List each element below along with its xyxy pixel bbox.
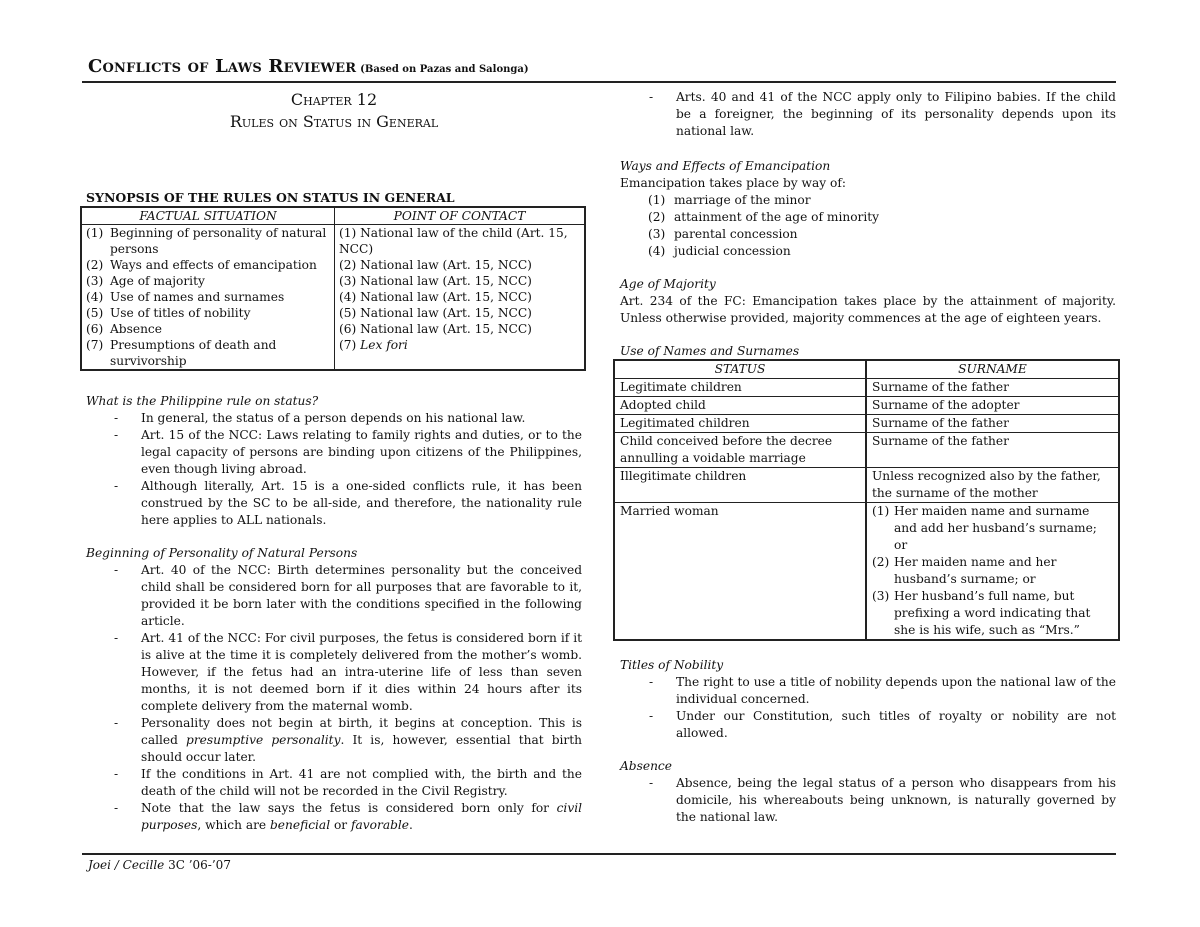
table-row: [81, 225, 585, 258]
row-number: (6): [86, 322, 104, 336]
absence-heading: Absence: [620, 759, 672, 773]
table-row: [614, 503, 1119, 641]
list-item: - Art. 41 of the NCC: For civil purposes, the fetus is considered born if it is alive at the time it is completely delivered from the mother’s womb. However, if the fetus had an intra-uterine life of less than seven months, it is not deemed born if it dies within 24 hours after its complete delivery from the maternal womb.: [141, 630, 582, 715]
nobility-heading: Titles of Nobility: [620, 658, 724, 672]
list-item: (1) marriage of the minor: [648, 193, 811, 207]
factual-situation: Use of names and surnames: [110, 290, 285, 304]
status-cell: Married woman: [614, 503, 866, 641]
factual-situation: Age of majority: [110, 274, 205, 288]
list-item: - Arts. 40 and 41 of the NCC apply only to Filipino babies. If the child be a foreigner, the beginning of its personality depends upon its national law.: [676, 89, 1116, 140]
table-row: [614, 433, 1119, 468]
surname-cell: Surname of the father: [866, 433, 1119, 468]
status-question: What is the Philippine rule on status?: [86, 394, 319, 408]
row-number: (3): [86, 274, 104, 288]
table-row: [81, 289, 585, 305]
row-number: (4): [86, 290, 104, 304]
list-item: - Note that the law says the fetus is considered born only for civil purposes, which are beneficial or favorable.: [141, 800, 582, 834]
status-cell: Legitimate children: [614, 379, 866, 397]
row-number: (5): [86, 306, 104, 320]
synopsis-col-header: POINT OF CONTACT: [335, 207, 586, 225]
majority-text: Art. 234 of the FC: Emancipation takes place by the attainment of majority. Unless otherwise provided, majority commences at the age of eighteen years.: [620, 294, 1116, 325]
point-of-contact: (4) National law (Art. 15, NCC): [339, 290, 532, 304]
factual-situation: Ways and effects of emancipation: [110, 258, 317, 272]
names-header-row: [614, 360, 1119, 379]
table-row: [81, 273, 585, 289]
table-row: [614, 379, 1119, 397]
point-of-contact: (2) National law (Art. 15, NCC): [339, 258, 532, 272]
surname-cell: Surname of the father: [866, 379, 1119, 397]
synopsis-title: SYNOPSIS OF THE RULES ON STATUS IN GENERAL: [86, 190, 455, 205]
point-of-contact: (6) National law (Art. 15, NCC): [339, 322, 532, 336]
row-number: (2): [86, 258, 104, 272]
table-row: [81, 337, 585, 370]
table-row: [81, 305, 585, 321]
point-of-contact: (1) National law of the child (Art. 15, NCC): [339, 226, 568, 256]
table-row: [614, 415, 1119, 433]
names-table: [613, 359, 1120, 641]
status-rule-list: [86, 410, 582, 529]
point-of-contact: (3) National law (Art. 15, NCC): [339, 274, 532, 288]
table-row: [614, 468, 1119, 503]
majority-heading: Age of Majority: [620, 277, 716, 291]
surname-cell: (1) Her maiden name and surname and add her husband’s surname; or (2) Her maiden name and her husband’s surname; or (3) Her husband’s full name, but prefixing a word indicating that she is his wife, such as “Mrs.”: [866, 503, 1119, 641]
surname-cell: Surname of the adopter: [866, 397, 1119, 415]
emancipation-list: [648, 192, 1116, 260]
names-heading: Use of Names and Surnames: [620, 344, 800, 358]
row-number: (1): [86, 226, 104, 240]
left-column: [86, 89, 582, 834]
table-row: [81, 257, 585, 273]
synopsis-header-row: [81, 207, 585, 225]
list-item: - Under our Constitution, such titles of royalty or nobility are not allowed.: [676, 708, 1116, 742]
list-item: (3) parental concession: [648, 227, 798, 241]
right-column: [620, 89, 1116, 826]
document-title: Conflicts of Laws Reviewer: [88, 56, 357, 77]
factual-situation: Beginning of personality of natural persons: [110, 226, 327, 256]
chapter-number: Chapter 12: [290, 90, 378, 109]
personality-heading: Beginning of Personality of Natural Persons: [86, 546, 358, 560]
emancipation-intro: Emancipation takes place by way of:: [620, 176, 846, 190]
point-of-contact: (5) National law (Art. 15, NCC): [339, 306, 532, 320]
point-of-contact: (7) Lex fori: [339, 338, 408, 352]
names-col-header: SURNAME: [866, 360, 1119, 379]
status-cell: Adopted child: [614, 397, 866, 415]
document-subtitle: (Based on Pazas and Salonga): [360, 64, 529, 75]
list-item: - Absence, being the legal status of a person who disappears from his domicile, his whereabouts being unknown, is naturally governed by the national law.: [676, 775, 1116, 826]
page-footer: [88, 857, 231, 874]
status-cell: Illegitimate children: [614, 468, 866, 503]
list-item: (4) judicial concession: [648, 244, 791, 258]
factual-situation: Use of titles of nobility: [110, 306, 251, 320]
list-item: - If the conditions in Art. 41 are not complied with, the birth and the death of the child will not be recorded in the Civil Registry.: [141, 766, 582, 800]
list-item: - Art. 15 of the NCC: Laws relating to family rights and duties, or to the legal capacity of persons are binding upon citizens of the Philippines, even though living abroad.: [141, 427, 582, 478]
synopsis-col-header: FACTUAL SITUATION: [81, 207, 335, 225]
footer-authors: Joei / Cecille: [88, 858, 165, 872]
list-item: - In general, the status of a person depends on his national law.: [141, 410, 582, 427]
factual-situation: Presumptions of death and survivorship: [110, 338, 277, 368]
chapter-title: Rules on Status in General: [229, 112, 439, 131]
table-row: [614, 397, 1119, 415]
surname-cell: Surname of the father: [866, 415, 1119, 433]
absence-list: [620, 775, 1116, 826]
names-col-header: STATUS: [614, 360, 866, 379]
header-rule: [82, 81, 1116, 83]
list-item: - Art. 40 of the NCC: Birth determines personality but the conceived child shall be considered born for all purposes that are favorable to it, provided it be born later with the conditions specified in the following article.: [141, 562, 582, 630]
footer-term: 3C ’06-’07: [168, 858, 231, 872]
footer-rule: [82, 853, 1116, 855]
table-row: [81, 321, 585, 337]
status-cell: Child conceived before the decree annulling a voidable marriage: [614, 433, 866, 468]
surname-cell: Unless recognized also by the father, the surname of the mother: [866, 468, 1119, 503]
synopsis-table: [80, 206, 586, 371]
row-number: (7): [86, 338, 104, 352]
page-header: [88, 58, 1116, 78]
emancipation-heading: Ways and Effects of Emancipation: [620, 159, 831, 173]
personality-list: [86, 562, 582, 834]
nobility-list: [620, 674, 1116, 742]
list-item: - The right to use a title of nobility depends upon the national law of the individual concerned.: [676, 674, 1116, 708]
status-cell: Legitimated children: [614, 415, 866, 433]
list-item: - Although literally, Art. 15 is a one-sided conflicts rule, it has been construed by the SC to be all-side, and therefore, the nationality rule here applies to ALL nationals.: [141, 478, 582, 529]
list-item: (2) attainment of the age of minority: [648, 210, 880, 224]
list-item: - Personality does not begin at birth, it begins at conception. This is called presumptive personality. It is, however, essential that birth should occur later.: [141, 715, 582, 766]
factual-situation: Absence: [110, 322, 162, 336]
personality-continued-list: [620, 89, 1116, 140]
